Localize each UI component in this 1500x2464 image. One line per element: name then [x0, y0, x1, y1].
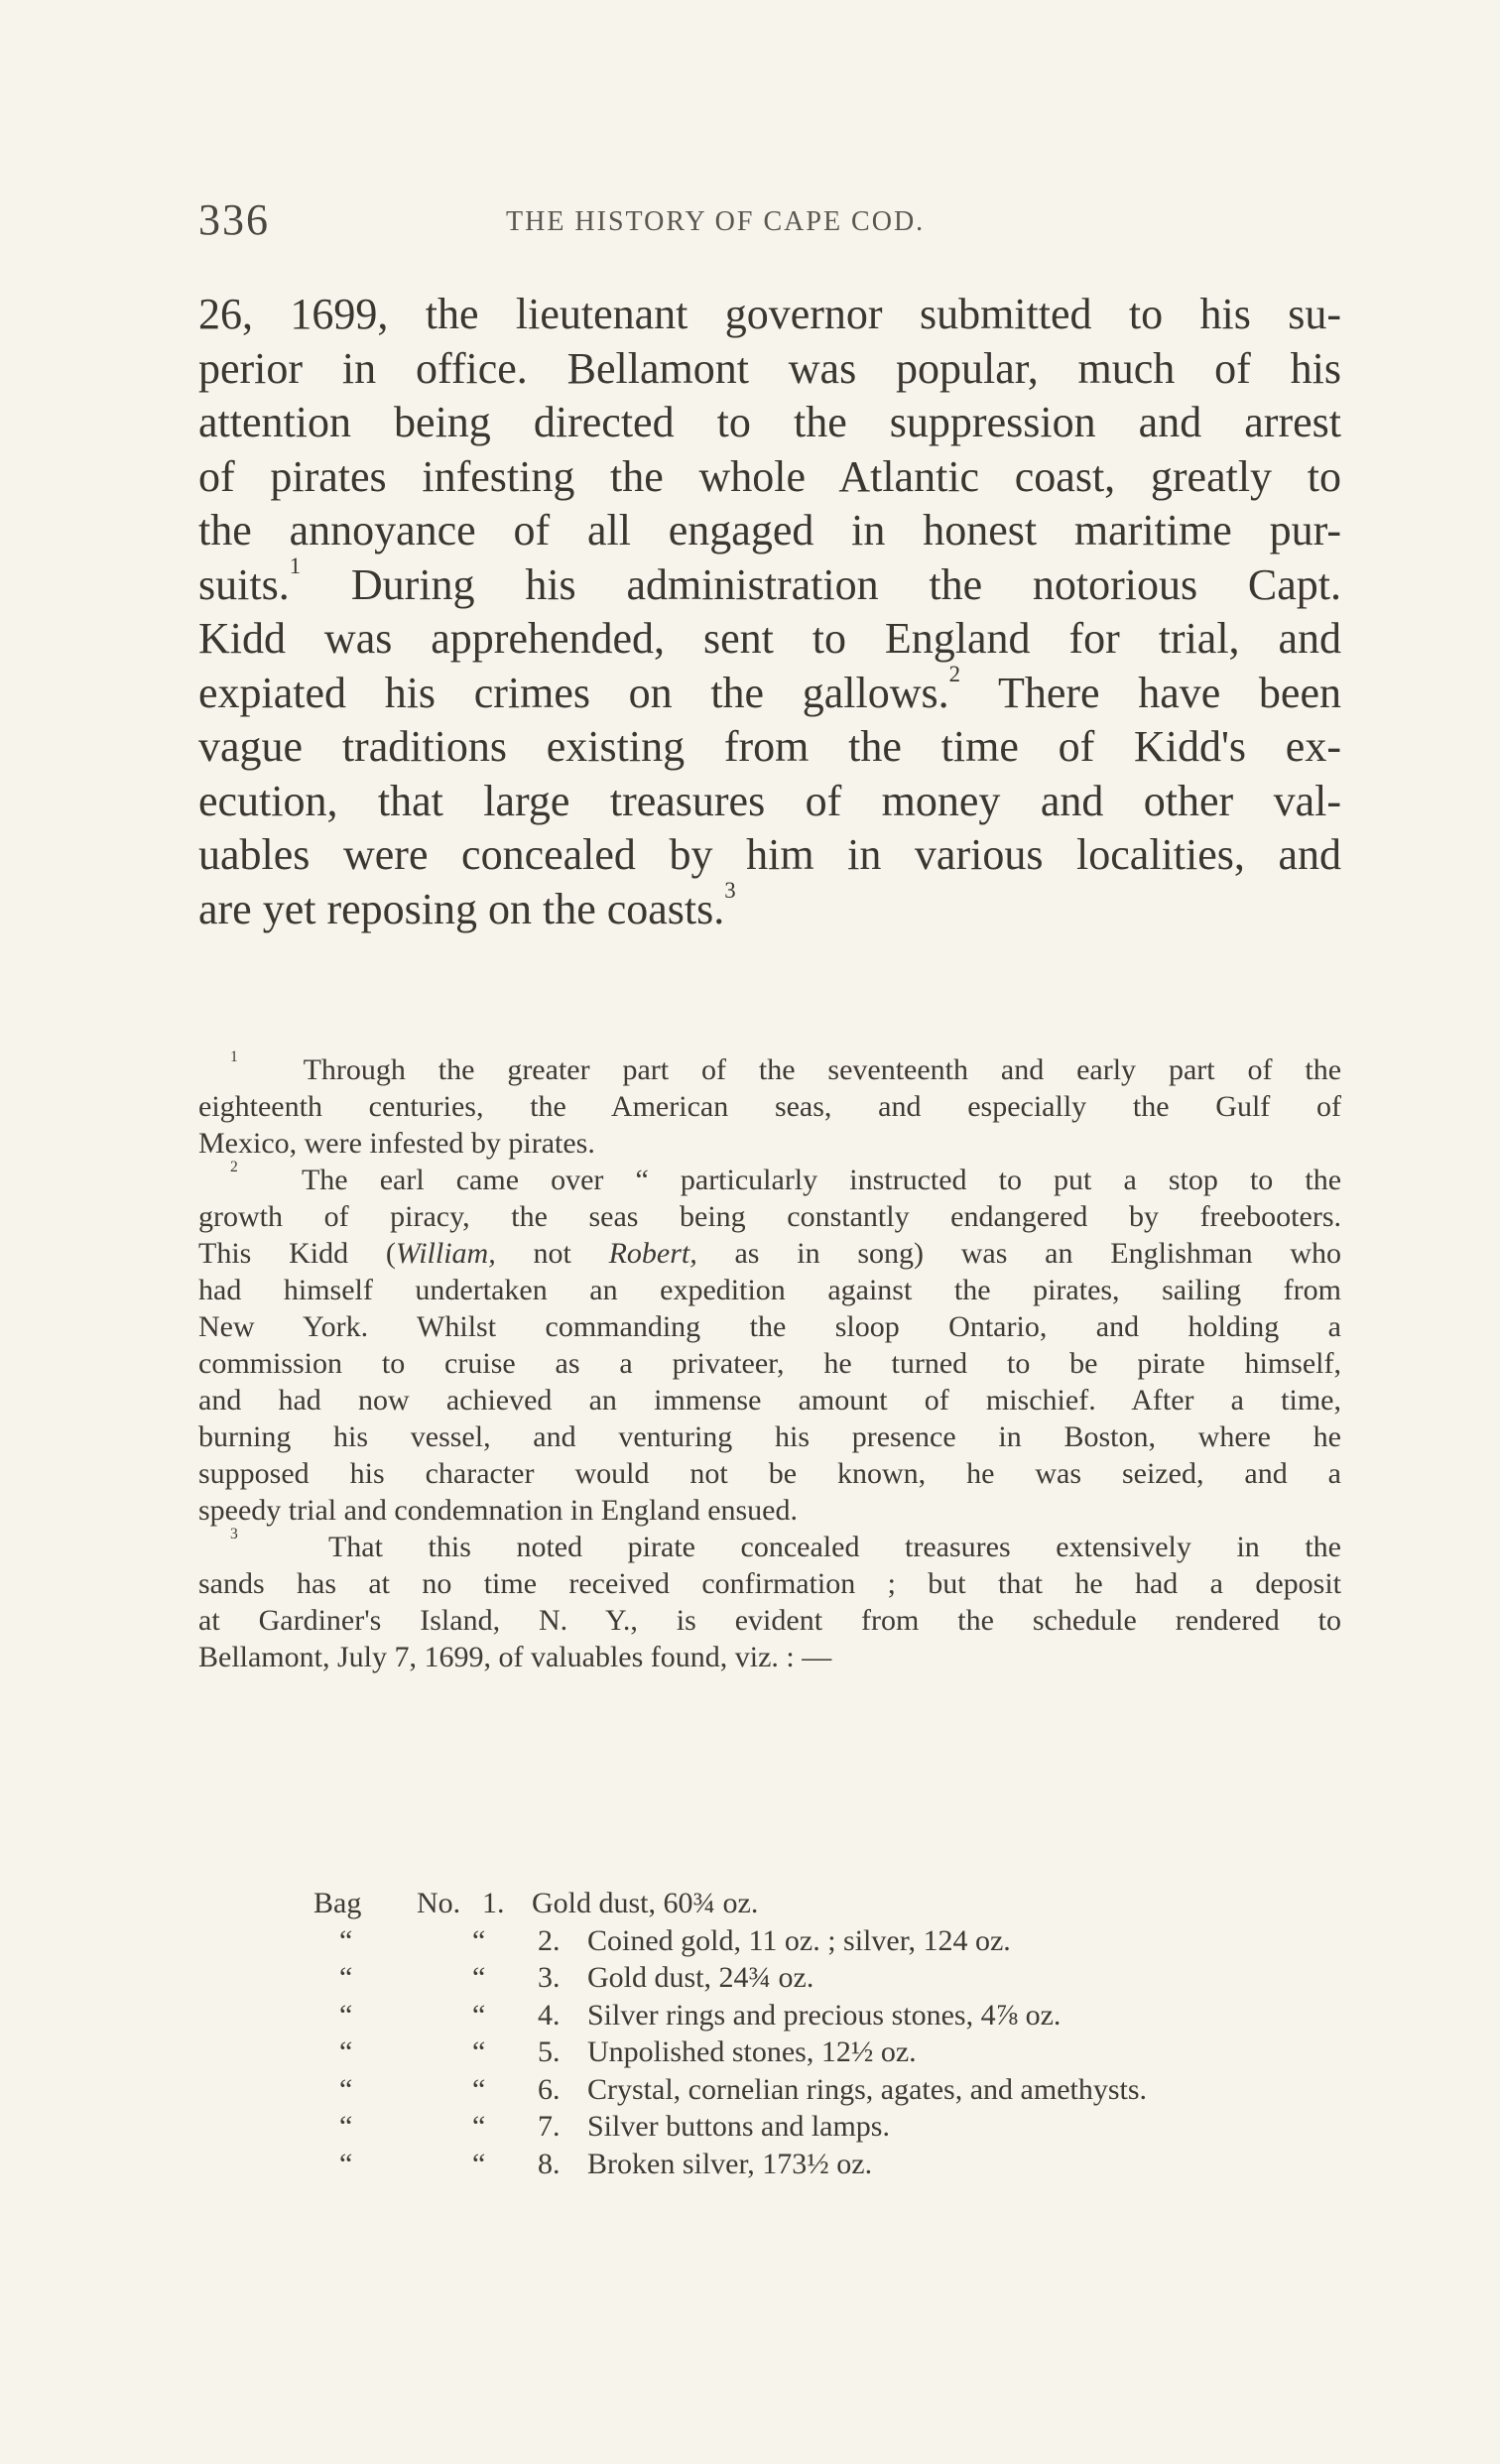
schedule-row: [313, 1922, 1355, 1960]
body-text-fragment: expiated his crimes on the gallows.: [198, 668, 949, 717]
body-text-fragment: During his administration the notorious Capt.: [301, 559, 1341, 609]
ditto-mark: “: [472, 1998, 486, 2032]
footnote-1-line: [198, 1047, 1342, 1088]
footnote-2-line: growth of piracy, the seas being constantly endangered by freebooters.: [198, 1200, 1341, 1233]
footnote-ref-2: 2: [948, 661, 961, 686]
bag-contents: Silver buttons and lamps.: [587, 2110, 890, 2143]
footnote-text: The earl came over “ particularly instructed to put a stop to the: [301, 1164, 1342, 1196]
footnote-2-line: speedy trial and condemnation in England ensued.: [198, 1494, 798, 1527]
schedule-row: [313, 2071, 1355, 2109]
bag-number: 4.: [538, 1998, 561, 2032]
body-line: the annoyance of all engaged in honest maritime pur-: [198, 506, 1341, 554]
page-header: [198, 194, 1359, 244]
body-text-fragment: are yet reposing on the coasts.: [198, 884, 725, 933]
ditto-mark: “: [339, 2110, 353, 2143]
bag-contents: Unpolished stones, 12½ oz.: [587, 2035, 917, 2068]
footnote-3-line: [198, 1525, 1342, 1565]
footnote-marker-1: 1: [230, 1047, 238, 1065]
bag-number: 6.: [538, 2072, 561, 2106]
bag-number: 8.: [538, 2147, 561, 2180]
bag-contents: Gold dust, 60¾ oz.: [532, 1887, 759, 1919]
main-paragraph: [198, 288, 1341, 936]
bag-number: 2.: [538, 1923, 561, 1957]
ditto-mark: “: [339, 2035, 353, 2068]
body-line: of pirates infesting the whole Atlantic coast, greatly to: [198, 451, 1341, 501]
footnote-italic: Robert,: [608, 1237, 697, 1270]
ditto-mark: “: [472, 2147, 486, 2180]
bag-contents: Silver rings and precious stones, 4⅞ oz.: [587, 1998, 1062, 2032]
schedule-row: [313, 1997, 1355, 2034]
footnotes: [198, 1047, 1342, 1675]
body-line: Kidd was apprehended, sent to England for trial, and: [198, 614, 1341, 663]
ditto-mark: “: [472, 2035, 486, 2068]
running-head: THE HISTORY OF CAPE COD.: [506, 206, 926, 237]
footnote-text: Through the greater part of the seventeenth and early part of the: [303, 1053, 1342, 1086]
ditto-mark: “: [339, 1923, 353, 1957]
schedule-list: [313, 1885, 1355, 2182]
body-text-fragment: suits.: [198, 559, 290, 609]
body-line: ecution, that large treasures of money and other val-: [198, 776, 1341, 825]
body-line: 26, 1699, the lieutenant governor submitted to his su-: [198, 290, 1341, 338]
body-text-fragment: There have been: [960, 668, 1341, 717]
body-line: [198, 553, 1341, 613]
bag-number: 1.: [482, 1887, 505, 1919]
footnote-ref-1: 1: [289, 553, 302, 578]
footnote-2-line: and had now achieved an immense amount of mischief. After a time,: [198, 1384, 1341, 1417]
footnote-text: That this noted pirate concealed treasures extensively in the: [327, 1531, 1342, 1563]
footnote-marker-2: 2: [230, 1158, 238, 1175]
ditto-mark: “: [472, 2110, 486, 2143]
footnote-3-line: Bellamont, July 7, 1699, of valuables found, viz. : —: [198, 1641, 832, 1673]
ditto-mark: “: [472, 2072, 486, 2106]
schedule-row: [313, 1885, 1355, 1922]
body-line: vague traditions existing from the time of Kidd's ex-: [198, 722, 1341, 771]
bag-number: 5.: [538, 2035, 561, 2068]
footnote-2-line: burning his vessel, and venturing his presence in Boston, where he: [198, 1420, 1341, 1453]
ditto-mark: “: [339, 1961, 353, 1994]
ditto-mark: “: [472, 1961, 486, 1994]
page-number: 336: [198, 195, 270, 244]
footnote-1-line: eighteenth centuries, the American seas, and especially the Gulf of: [198, 1090, 1341, 1123]
body-line: [198, 877, 1341, 937]
bag-label: Bag: [313, 1887, 362, 1919]
schedule-row: [313, 2108, 1355, 2146]
footnote-marker-3: 3: [230, 1525, 238, 1542]
bag-contents: Crystal, cornelian rings, agates, and amethysts.: [587, 2072, 1148, 2106]
footnote-2-line: New York. Whilst commanding the sloop Ontario, and holding a: [198, 1310, 1341, 1343]
footnote-text: not: [495, 1237, 609, 1270]
footnote-text: This Kidd (: [198, 1237, 396, 1270]
footnote-2-line: commission to cruise as a privateer, he turned to be pirate himself,: [198, 1347, 1341, 1380]
bag-contents: Gold dust, 24¾ oz.: [587, 1961, 814, 1994]
no-label: No.: [417, 1887, 461, 1919]
body-line: [198, 661, 1341, 721]
footnote-2-line: had himself undertaken an expedition against the pirates, sailing from: [198, 1274, 1341, 1306]
schedule-row: [313, 1959, 1355, 1997]
body-line: attention being directed to the suppression and arrest: [198, 398, 1341, 446]
footnote-1-line: Mexico, were infested by pirates.: [198, 1127, 595, 1160]
footnote-2-line: [198, 1235, 1341, 1272]
footnote-2-line: [198, 1158, 1342, 1198]
bag-number: 7.: [538, 2110, 561, 2143]
footnote-3-line: sands has at no time received confirmation ; but that he had a deposit: [198, 1567, 1341, 1600]
schedule-row: [313, 2033, 1355, 2071]
schedule-row: [313, 2146, 1355, 2183]
footnote-2-line: supposed his character would not be known, he was seized, and a: [198, 1457, 1341, 1490]
bag-contents: Coined gold, 11 oz. ; silver, 124 oz.: [587, 1923, 1011, 1957]
footnote-italic: William,: [395, 1237, 496, 1270]
ditto-mark: “: [472, 1923, 486, 1957]
footnote-3-line: at Gardiner's Island, N. Y., is evident from the schedule rendered to: [198, 1604, 1341, 1637]
body-line: perior in office. Bellamont was popular, much of his: [198, 343, 1341, 393]
bag-number: 3.: [538, 1961, 561, 1994]
bag-contents: Broken silver, 173½ oz.: [587, 2147, 873, 2180]
ditto-mark: “: [339, 2147, 353, 2180]
body-line: uables were concealed by him in various localities, and: [198, 830, 1341, 879]
footnote-ref-3: 3: [724, 877, 736, 903]
ditto-mark: “: [339, 2072, 353, 2106]
ditto-mark: “: [339, 1998, 353, 2032]
footnote-text: as in song) was an Englishman who: [696, 1237, 1341, 1270]
